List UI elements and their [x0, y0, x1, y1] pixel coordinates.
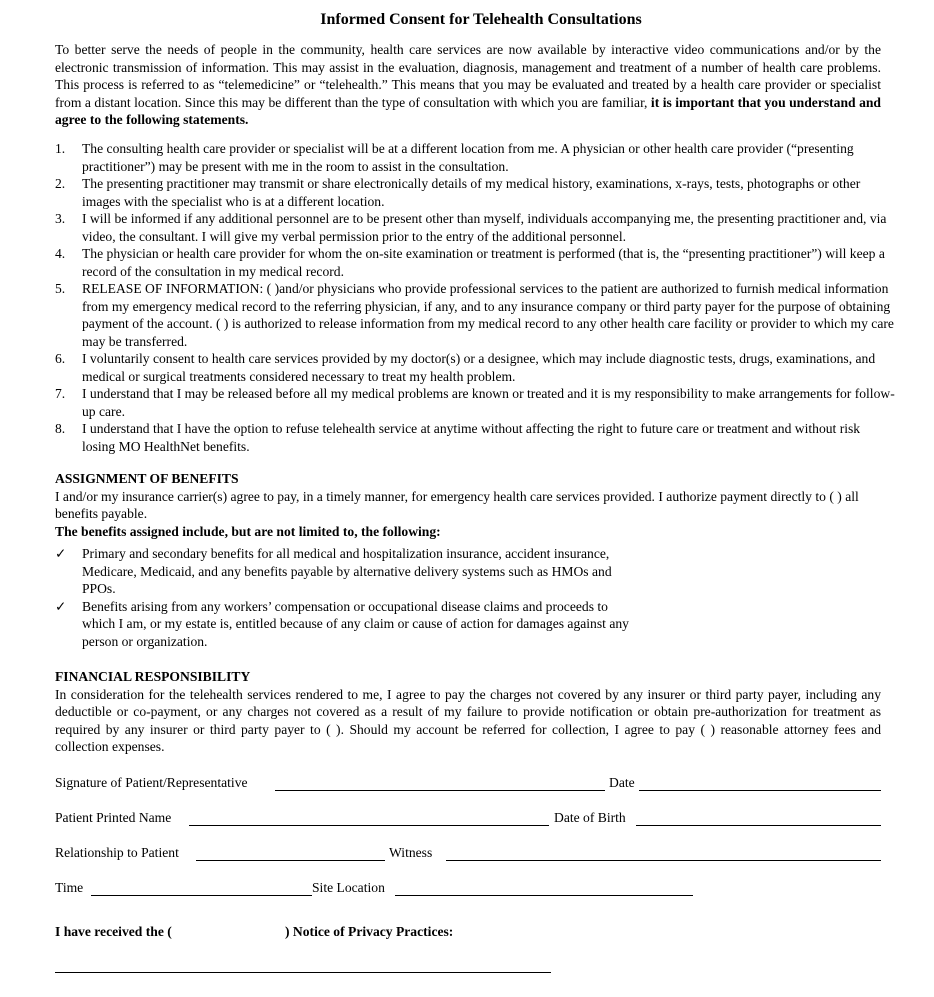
statement-number: 2. — [55, 176, 66, 191]
check-icon: ✓ — [55, 546, 67, 561]
financial-section — [55, 668, 881, 756]
dob-line[interactable] — [636, 825, 881, 826]
statement-number: 8. — [55, 421, 66, 436]
printed-name-label: Patient Printed Name — [55, 810, 172, 825]
signature-row — [55, 774, 881, 794]
site-location-label: Site Location — [312, 880, 385, 895]
signature-line[interactable] — [275, 790, 605, 791]
date-line[interactable] — [639, 790, 881, 791]
printed-name-line[interactable] — [189, 825, 549, 826]
statement-item — [55, 140, 895, 175]
witness-label: Witness — [389, 845, 433, 860]
privacy-label-end: ) Notice of Privacy Practices: — [285, 924, 454, 939]
statement-text: RELEASE OF INFORMATION: ( )and/or physicians who provide professional services to the patient are authorized to furnish medical information from my emergency medical record to the referring physician, if any, and to any insurance company or third party payer for the purpose of obtaining payment of the account. ( ) is authorized to release information from my medical record to any other health care facility or provider to which my care may be transferred. — [82, 281, 894, 349]
assignment-heading: ASSIGNMENT OF BENEFITS — [55, 471, 239, 486]
relationship-line[interactable] — [196, 860, 385, 861]
statement-number: 5. — [55, 281, 66, 296]
signature-label: Signature of Patient/Representative — [55, 775, 248, 790]
benefit-text: Primary and secondary benefits for all medical and hospitalization insurance, accident insurance, Medicare, Medicaid, and any benefits payable by alternative delivery systems such as HMOs and PPOs. — [82, 546, 612, 596]
statement-text: The consulting health care provider or specialist will be at a different location from me. A physician or other health care provider (“presenting practitioner”) may be present with me in the room to assist in the consultation. — [82, 141, 854, 174]
statement-number: 3. — [55, 211, 66, 226]
date-label: Date — [609, 775, 635, 790]
intro-paragraph — [55, 41, 881, 129]
site-location-line[interactable] — [395, 895, 693, 896]
privacy-signature-line[interactable] — [55, 972, 551, 973]
statement-item — [55, 280, 895, 350]
benefit-text: Benefits arising from any workers’ compensation or occupational disease claims and proceeds to which I am, or my estate is, entitled because of any claim or cause of action for damages against any person or organization. — [82, 598, 629, 649]
dob-label: Date of Birth — [554, 810, 626, 825]
witness-line[interactable] — [446, 860, 881, 861]
assignment-section — [55, 470, 885, 650]
statement-text: I will be informed if any additional personnel are to be present other than myself, individuals accompanying me, the presenting practitioner and, via video, the consultant. I will give my verbal permission prior to the entry of the additional personnel. — [82, 211, 887, 244]
check-icon: ✓ — [55, 598, 67, 614]
statement-text: I understand that I may be released before all my medical problems are known or treated and it is my responsibility to make arrangements for follow-up care. — [82, 386, 895, 419]
statement-item — [55, 420, 895, 455]
time-label: Time — [55, 880, 84, 895]
privacy-row — [55, 923, 881, 943]
benefit-item — [55, 545, 642, 598]
intro-text: To better serve the needs of people in the community, health care services are now available by interactive video communications and/or by the electronic transmission of information. This may assist in the evaluation, diagnosis, management and treatment of a number of health care problems. This process is referred to as “telemedicine” or “telehealth.” This means that you may be evaluated and treated by a health care provider or specialist from a distant location. Since this may be different than the type of consultation with which you are familiar, — [55, 42, 881, 110]
statement-item — [55, 350, 895, 385]
assignment-text: I and/or my insurance carrier(s) agree to pay, in a timely manner, for emergency health care services provided. I authorize payment directly to ( ) all benefits payable. — [55, 488, 859, 521]
printed-name-row — [55, 809, 881, 829]
relationship-row — [55, 844, 881, 864]
statement-text: I voluntarily consent to health care services provided by my doctor(s) or a designee, which may include diagnostic tests, drugs, examinations, and medical or surgical treatments considered necessary to treat my health problem. — [82, 351, 876, 384]
statement-text: I understand that I have the option to refuse telehealth service at anytime without affecting the right to future care or treatment and without risk losing MO HealthNet benefits. — [82, 421, 861, 454]
relationship-label: Relationship to Patient — [55, 845, 179, 860]
statements-list — [55, 140, 895, 455]
intro-bold-text: it is important that you understand and agree to the following statements. — [55, 94, 881, 127]
privacy-label-start: I have received the ( — [55, 924, 172, 939]
statement-text: The presenting practitioner may transmit or share electronically details of my medical history, examinations, x-rays, tests, photographs or other images with the specialist who is at a different location. — [82, 176, 861, 209]
statement-item — [55, 210, 895, 245]
statement-number: 4. — [55, 246, 66, 261]
document-title: Informed Consent for Telehealth Consultations — [320, 11, 642, 28]
financial-text: In consideration for the telehealth services rendered to me, I agree to pay the charges not covered by any insurer or third party payer, including any deductible or co-payment, or any charges not covered as a result of my failure to provide notification or obtain pre-authorization for treatment as required by any insurer or third party payer to ( ). Should my account be referred for collection, I agree to pay ( ) reasonable attorney fees and collection expenses. — [55, 686, 881, 754]
statement-item — [55, 175, 895, 210]
statement-item — [55, 385, 895, 420]
statement-item — [55, 245, 895, 280]
assignment-subheading: The benefits assigned include, but are not limited to, the following: — [55, 523, 441, 539]
time-line[interactable] — [91, 895, 312, 896]
time-row — [55, 879, 881, 899]
statement-number: 1. — [55, 141, 66, 156]
benefit-item — [55, 598, 642, 651]
financial-heading: FINANCIAL RESPONSIBILITY — [55, 669, 251, 684]
statement-number: 6. — [55, 351, 66, 366]
statement-number: 7. — [55, 386, 66, 401]
statement-text: The physician or health care provider for whom the on-site examination or treatment is performed (that is, the “presenting practitioner”) will keep a record of the consultation in my medical record. — [82, 246, 885, 279]
